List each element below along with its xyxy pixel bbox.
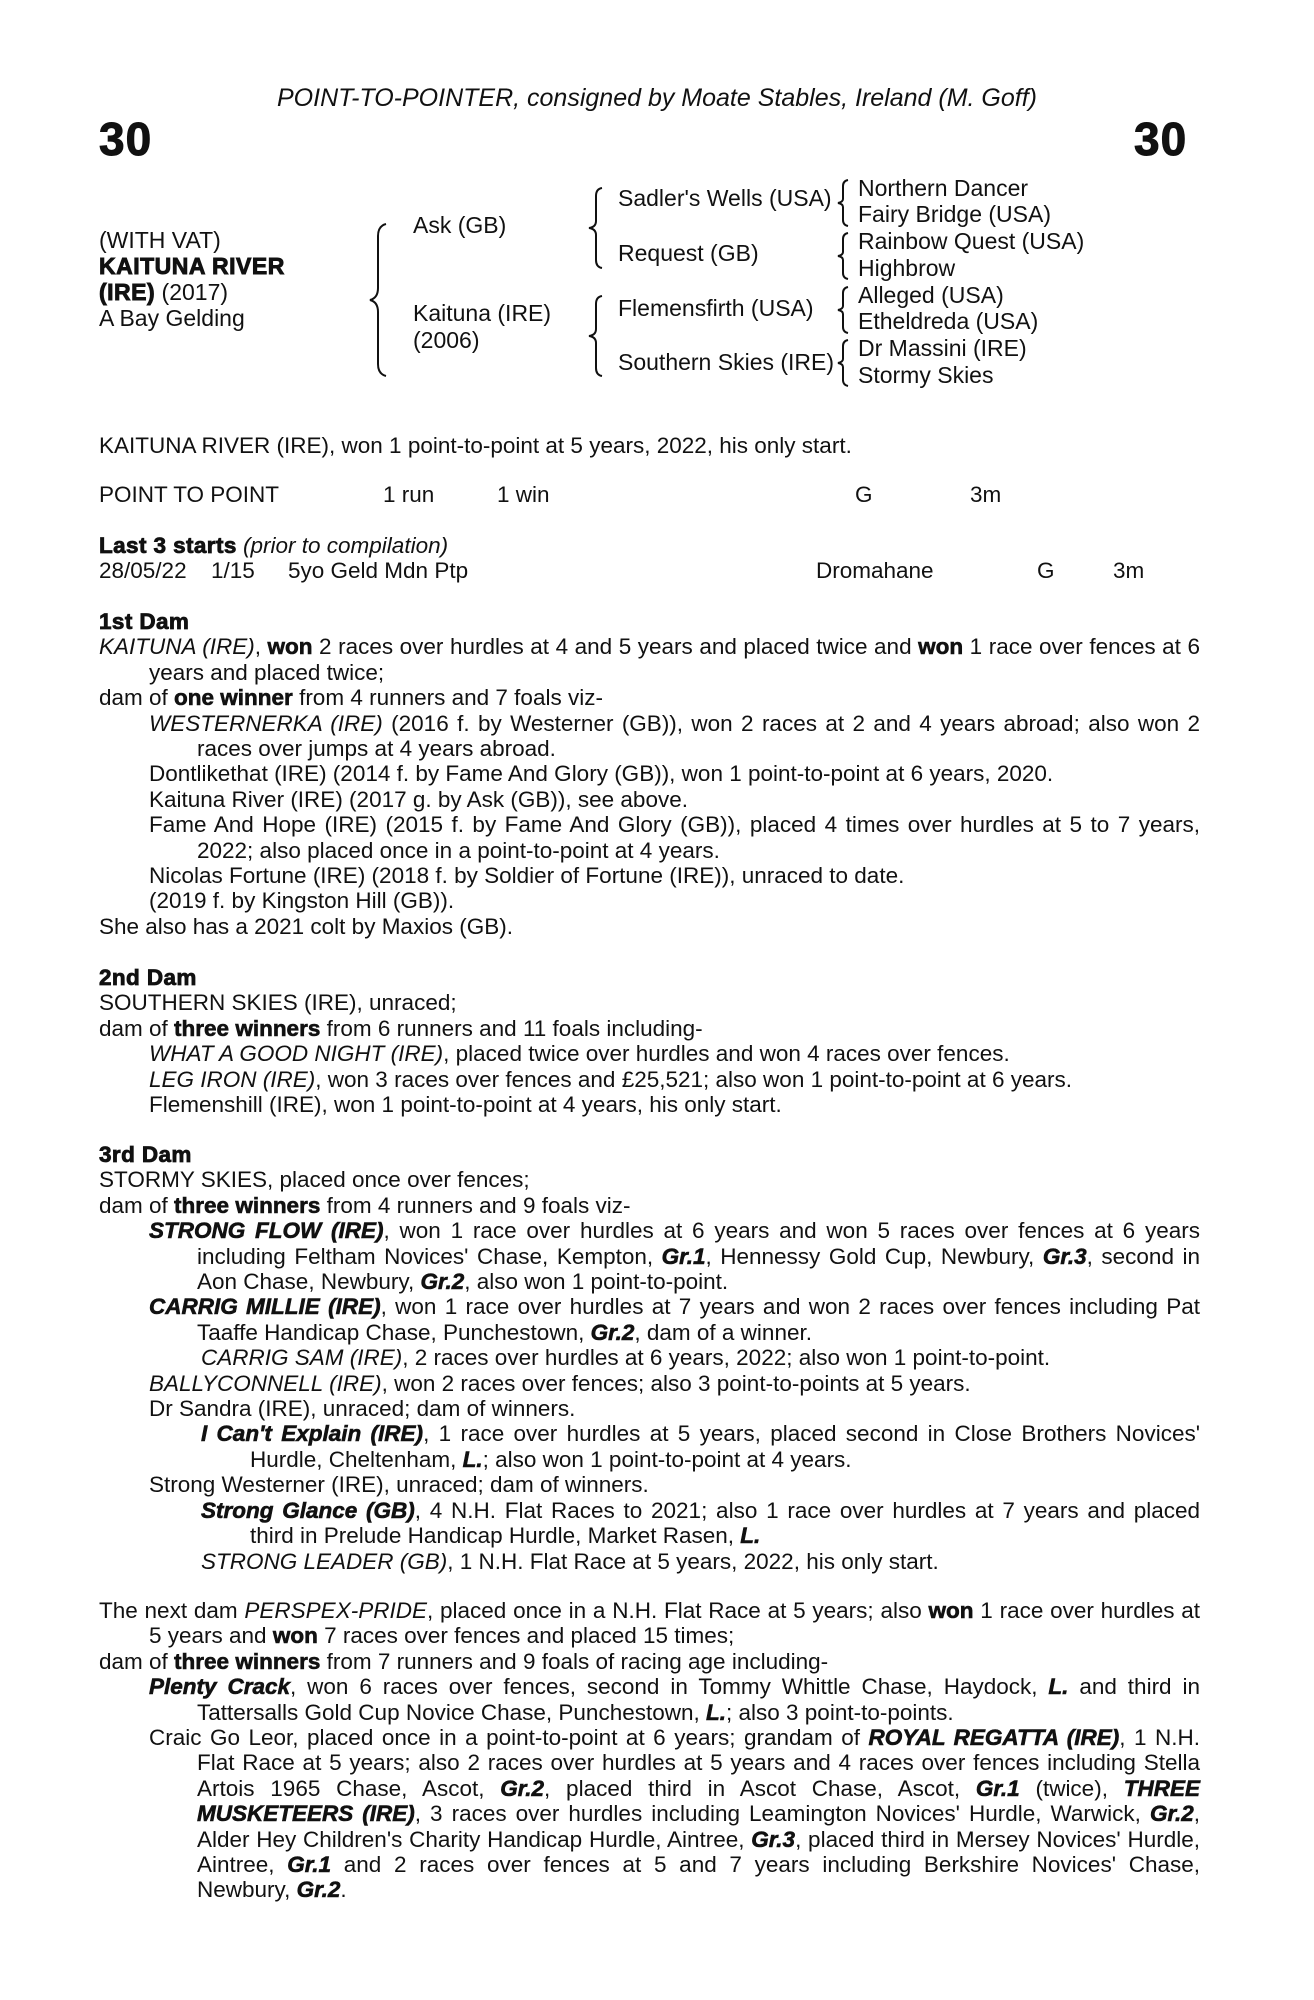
pedigree-dam-dam: Southern Skies (IRE) — [618, 349, 835, 375]
entry-text: dam of — [99, 1192, 175, 1218]
pedigree-brace-main — [368, 222, 390, 378]
pedigree-brace-gen3-4 — [836, 338, 850, 388]
pedigree-entry — [149, 1674, 1200, 1725]
pedigree-entry — [99, 685, 1200, 710]
pedigree-gen3-5: Alleged (USA) — [858, 282, 1004, 308]
record-distance: 3m — [970, 482, 1002, 507]
entry-emphasis: three winners — [174, 1015, 321, 1041]
pedigree-entry — [149, 1218, 1200, 1294]
pedigree-gen3-1: Northern Dancer — [858, 175, 1029, 201]
pedigree-entry — [99, 1167, 1200, 1192]
entry-text: , won 6 races over fences, second in Tommy Whittle Chase, Haydock, — [290, 1674, 1049, 1700]
pedigree-sire: Ask (GB) — [413, 212, 507, 238]
entry-text: from 6 runners and 11 foals including- — [320, 1015, 703, 1041]
entry-text: ; also won 1 point-to-point at 4 years. — [482, 1446, 852, 1472]
pedigree-entry — [149, 761, 1200, 786]
entry-text: (twice), — [1019, 1775, 1124, 1801]
entry-emphasis: KAITUNA (IRE) — [99, 634, 255, 660]
pedigree-brace-gen3-2 — [836, 231, 850, 281]
pedigree-entry — [149, 1067, 1200, 1092]
pedigree-entry — [99, 914, 1200, 939]
horse-name: KAITUNA RIVER — [99, 253, 285, 279]
entry-emphasis: L. — [462, 1446, 483, 1472]
entry-text: 7 races over fences and placed 15 times; — [317, 1623, 735, 1649]
entry-text: , also won 1 point-to-point. — [464, 1269, 729, 1295]
entry-text: , 1 N.H. Flat Race at 5 years; also 2 races over hurdles at 5 years and 4 races over fences including Stella Artois 1965 Chase, Ascot, — [197, 1725, 1200, 1801]
record-going: G — [855, 482, 873, 507]
horse-description: A Bay Gelding — [99, 305, 245, 331]
entry-emphasis: Gr.2 — [296, 1877, 341, 1903]
section-heading: 2nd Dam — [99, 965, 197, 990]
entry-text: Strong Westerner (IRE), unraced; dam of winners. — [149, 1472, 649, 1498]
entry-emphasis: Gr.1 — [975, 1775, 1020, 1801]
pedigree-gen3-8: Stormy Skies — [858, 362, 994, 388]
entry-emphasis: Gr.2 — [420, 1269, 465, 1295]
entry-text: dam of — [99, 1015, 175, 1041]
horse-identity — [99, 227, 285, 331]
pedigree-dam-sire: Flemensfirth (USA) — [618, 295, 814, 321]
entry-emphasis: Gr.2 — [500, 1775, 545, 1801]
pedigree-gen3-6: Etheldreda (USA) — [858, 308, 1039, 334]
section-heading: 3rd Dam — [99, 1142, 192, 1167]
entry-text: Flemenshill (IRE), won 1 point-to-point at 4 years, his only start. — [149, 1092, 782, 1118]
pedigree-sire-dam: Request (GB) — [618, 240, 759, 266]
section-1st-dam — [99, 609, 1200, 939]
entry-text: (2019 f. by Kingston Hill (GB)). — [149, 888, 455, 914]
record-wins: 1 win — [497, 482, 550, 507]
entry-emphasis: STRONG FLOW (IRE) — [149, 1218, 384, 1244]
horse-year: (2017) — [155, 279, 229, 305]
entry-text: dam of — [99, 1648, 175, 1674]
entry-text: (2016 f. by Westerner (GB)), won 2 races at 2 and 4 years abroad; also won 2 races over jumps at 4 years abroad. — [197, 710, 1200, 762]
pedigree-entry — [149, 1294, 1200, 1345]
entry-text: , placed third in Mersey Novices' Hurdle, Aintree, — [197, 1826, 1200, 1878]
record-runs: 1 run — [383, 482, 435, 507]
pedigree-sire-sire: Sadler's Wells (USA) — [618, 185, 832, 211]
pedigree-entry — [201, 1549, 1200, 1574]
entry-text: , won 1 race over hurdles at 7 years and won 2 races over fences including Pat Taaffe Handicap Chase, Punchestown, — [197, 1294, 1201, 1345]
entry-text: 1 race over fences at 6 years and placed twice; — [149, 634, 1200, 685]
entry-text: , placed twice over hurdles and won 4 races over fences. — [443, 1041, 1010, 1067]
entry-emphasis: WHAT A GOOD NIGHT (IRE) — [149, 1041, 444, 1067]
pedigree-brace-dam — [587, 294, 605, 378]
entry-text: , won 2 races over fences; also 3 point-to-points at 5 years. — [381, 1370, 971, 1396]
entry-text: 1 race over hurdles at 5 years and — [149, 1598, 1201, 1649]
entry-text: and third in Tattersalls Gold Cup Novice Chase, Punchestown, — [197, 1674, 1201, 1725]
section-next-dam — [99, 1598, 1200, 1903]
entry-emphasis: L. — [706, 1699, 726, 1725]
entry-text: , placed third in Ascot Chase, Ascot, — [544, 1775, 976, 1801]
pedigree-entry — [149, 1725, 1200, 1903]
pedigree-entry — [149, 812, 1200, 863]
section-2nd-dam — [99, 965, 1200, 1117]
lot-number-right: 30 — [1134, 113, 1188, 165]
race-summary: KAITUNA RIVER (IRE), won 1 point-to-point at 5 years, 2022, his only start. — [99, 433, 852, 458]
lot-number-left: 30 — [99, 113, 153, 165]
record-label: POINT TO POINT — [99, 482, 280, 507]
start-course: Dromahane — [816, 558, 934, 583]
entry-emphasis: THREE MUSKETEERS (IRE) — [197, 1775, 1200, 1827]
entry-text: Craic Go Leor, placed once in a point-to-point at 6 years; grandam of — [149, 1725, 869, 1751]
last-starts-title: Last 3 starts — [99, 533, 237, 558]
entry-text: , won 3 races over fences and £25,521; also won 1 point-to-point at 6 years. — [315, 1066, 1072, 1092]
entry-emphasis: won — [272, 1623, 318, 1649]
entry-emphasis: Gr.2 — [590, 1319, 635, 1345]
entry-text: , won 1 race over hurdles at 6 years and won 5 races over fences at 6 years including Feltham Novices' Chase, Kempton, — [197, 1218, 1200, 1269]
entry-text: , 1 race over hurdles at 5 years, placed second in Close Brothers Novices' Hurdle, Cheltenham, — [250, 1421, 1200, 1472]
pedigree-entry — [201, 1345, 1200, 1370]
entry-text: , 1 N.H. Flat Race at 5 years, 2022, his only start. — [447, 1548, 939, 1574]
entry-emphasis: Gr.1 — [287, 1852, 332, 1878]
entry-emphasis: three winners — [174, 1192, 321, 1218]
pedigree-entry — [99, 1016, 1200, 1041]
entry-text: , placed once in a N.H. Flat Race at 5 years; also — [426, 1598, 929, 1623]
entry-emphasis: ROYAL REGATTA (IRE) — [868, 1725, 1120, 1751]
entry-text: from 4 runners and 7 foals viz- — [292, 685, 603, 711]
entry-text: Kaituna River (IRE) (2017 g. by Ask (GB)), see above. — [149, 786, 688, 812]
pedigree-entry — [99, 990, 1200, 1015]
entry-emphasis: CARRIG SAM (IRE) — [201, 1345, 403, 1371]
pedigree-entry — [149, 888, 1200, 913]
entry-emphasis: won — [928, 1598, 974, 1623]
last-starts-note: (prior to compilation) — [236, 533, 449, 558]
entry-emphasis: L. — [1048, 1674, 1069, 1700]
entry-text: , 3 races over hurdles including Leamington Novices' Hurdle, Warwick, — [414, 1801, 1150, 1827]
entry-text: SOUTHERN SKIES (IRE), unraced; — [99, 990, 457, 1016]
section-heading: 1st Dam — [99, 609, 190, 634]
entry-text: , second in Aon Chase, Newbury, — [197, 1243, 1201, 1295]
entry-text: , 2 races over hurdles at 6 years, 2022; also won 1 point-to-point. — [402, 1345, 1051, 1371]
start-date: 28/05/22 — [99, 558, 187, 583]
pedigree-entry — [99, 1598, 1200, 1649]
entry-text: , Alder Hey Children's Charity Handicap Hurdle, Aintree, — [197, 1801, 1200, 1852]
entry-emphasis: Strong Glance (GB) — [201, 1497, 415, 1523]
entry-emphasis: three winners — [174, 1648, 321, 1674]
entry-text: Dontlikethat (IRE) (2014 f. by Fame And Glory (GB)), won 1 point-to-point at 6 years, 2020. — [149, 761, 1054, 787]
entry-emphasis: BALLYCONNELL (IRE) — [149, 1370, 382, 1396]
pedigree-entry — [149, 711, 1200, 762]
entry-text: from 4 runners and 9 foals viz- — [320, 1192, 631, 1218]
entry-emphasis: LEG IRON (IRE) — [149, 1066, 316, 1092]
entry-text: Nicolas Fortune (IRE) (2018 f. by Soldier of Fortune (IRE)), unraced to date. — [149, 863, 905, 889]
pedigree-entry — [99, 634, 1200, 685]
entry-emphasis: Gr.3 — [1042, 1243, 1087, 1269]
pedigree-entry — [201, 1421, 1200, 1472]
horse-country-year — [99, 279, 285, 305]
start-position: 1/15 — [211, 558, 255, 583]
section-3rd-dam — [99, 1142, 1200, 1574]
entry-text: dam of — [99, 685, 175, 711]
page-title: POINT-TO-POINTER, consigned by Moate Stables, Ireland (M. Goff) — [277, 84, 1037, 112]
entry-emphasis: PERSPEX-PRIDE — [244, 1598, 427, 1623]
pedigree-entry — [149, 1041, 1200, 1066]
entry-emphasis: I Can't Explain (IRE) — [201, 1421, 424, 1447]
entry-text: ; also 3 point-to-points. — [726, 1699, 954, 1725]
entry-text: from 7 runners and 9 foals of racing age including- — [320, 1648, 829, 1674]
last-starts-heading — [99, 533, 448, 559]
entry-emphasis: L. — [740, 1523, 761, 1549]
pedigree-entry — [201, 1498, 1200, 1549]
entry-text: She also has a 2021 colt by Maxios (GB). — [99, 913, 513, 939]
start-distance: 3m — [1113, 558, 1145, 583]
entry-emphasis: won — [267, 634, 313, 660]
entry-text: and 2 races over fences at 5 and 7 years including Berkshire Novices' Chase, Newbury, — [197, 1852, 1200, 1903]
entry-text: , dam of a winner. — [634, 1319, 812, 1345]
entry-emphasis: won — [918, 634, 964, 660]
pedigree-gen3-4: Highbrow — [858, 255, 956, 281]
entry-text: , Hennessy Gold Cup, Newbury, — [705, 1243, 1043, 1269]
horse-country: (IRE) — [99, 279, 156, 305]
pedigree-dam: Kaituna (IRE) — [413, 300, 552, 326]
start-going: G — [1037, 558, 1055, 583]
entry-text: 2 races over hurdles at 4 and 5 years and placed twice and — [312, 634, 919, 660]
pedigree-entry — [149, 863, 1200, 888]
pedigree-entry — [149, 1371, 1200, 1396]
vat-label: (WITH VAT) — [99, 227, 221, 253]
entry-text: Dr Sandra (IRE), unraced; dam of winners. — [149, 1396, 576, 1422]
entry-emphasis: Gr.1 — [661, 1243, 706, 1269]
pedigree-entry — [99, 1649, 1200, 1674]
pedigree-entry — [149, 1472, 1200, 1497]
pedigree-entry — [149, 1396, 1200, 1421]
pedigree-entry — [149, 1092, 1200, 1117]
start-race: 5yo Geld Mdn Ptp — [288, 558, 469, 583]
entry-text: . — [340, 1877, 347, 1903]
entry-emphasis: Gr.2 — [1149, 1801, 1194, 1827]
entry-emphasis: Gr.3 — [751, 1826, 796, 1852]
entry-text: , — [254, 634, 268, 660]
entry-text: Fame And Hope (IRE) (2015 f. by Fame And Glory (GB)), placed 4 times over hurdles at 5 to 7 years, 2022; also placed once in a point-to-point at 4 years. — [149, 812, 1200, 863]
entry-emphasis: STRONG LEADER (GB) — [201, 1548, 448, 1574]
entry-emphasis: CARRIG MILLIE (IRE) — [149, 1294, 381, 1320]
entry-text: , 4 N.H. Flat Races to 2021; also 1 race over hurdles at 7 years and placed third in Prelude Handicap Hurdle, Market Rasen, — [250, 1497, 1200, 1549]
entry-emphasis: one winner — [174, 685, 293, 711]
pedigree-brace-gen3-1 — [836, 178, 850, 228]
pedigree-gen3-3: Rainbow Quest (USA) — [858, 228, 1085, 254]
pedigree-gen3-2: Fairy Bridge (USA) — [858, 201, 1051, 227]
entry-emphasis: WESTERNERKA (IRE) — [149, 710, 383, 736]
entry-text: The next dam — [99, 1598, 245, 1623]
pedigree-entry — [149, 787, 1200, 812]
pedigree-brace-sire — [587, 186, 605, 270]
pedigree-dam-year: (2006) — [413, 327, 480, 353]
entry-text: STORMY SKIES, placed once over fences; — [99, 1167, 530, 1193]
pedigree-gen3-7: Dr Massini (IRE) — [858, 335, 1027, 361]
pedigree-entry — [99, 1193, 1200, 1218]
entry-emphasis: Plenty Crack — [149, 1674, 290, 1700]
pedigree-brace-gen3-3 — [836, 285, 850, 335]
